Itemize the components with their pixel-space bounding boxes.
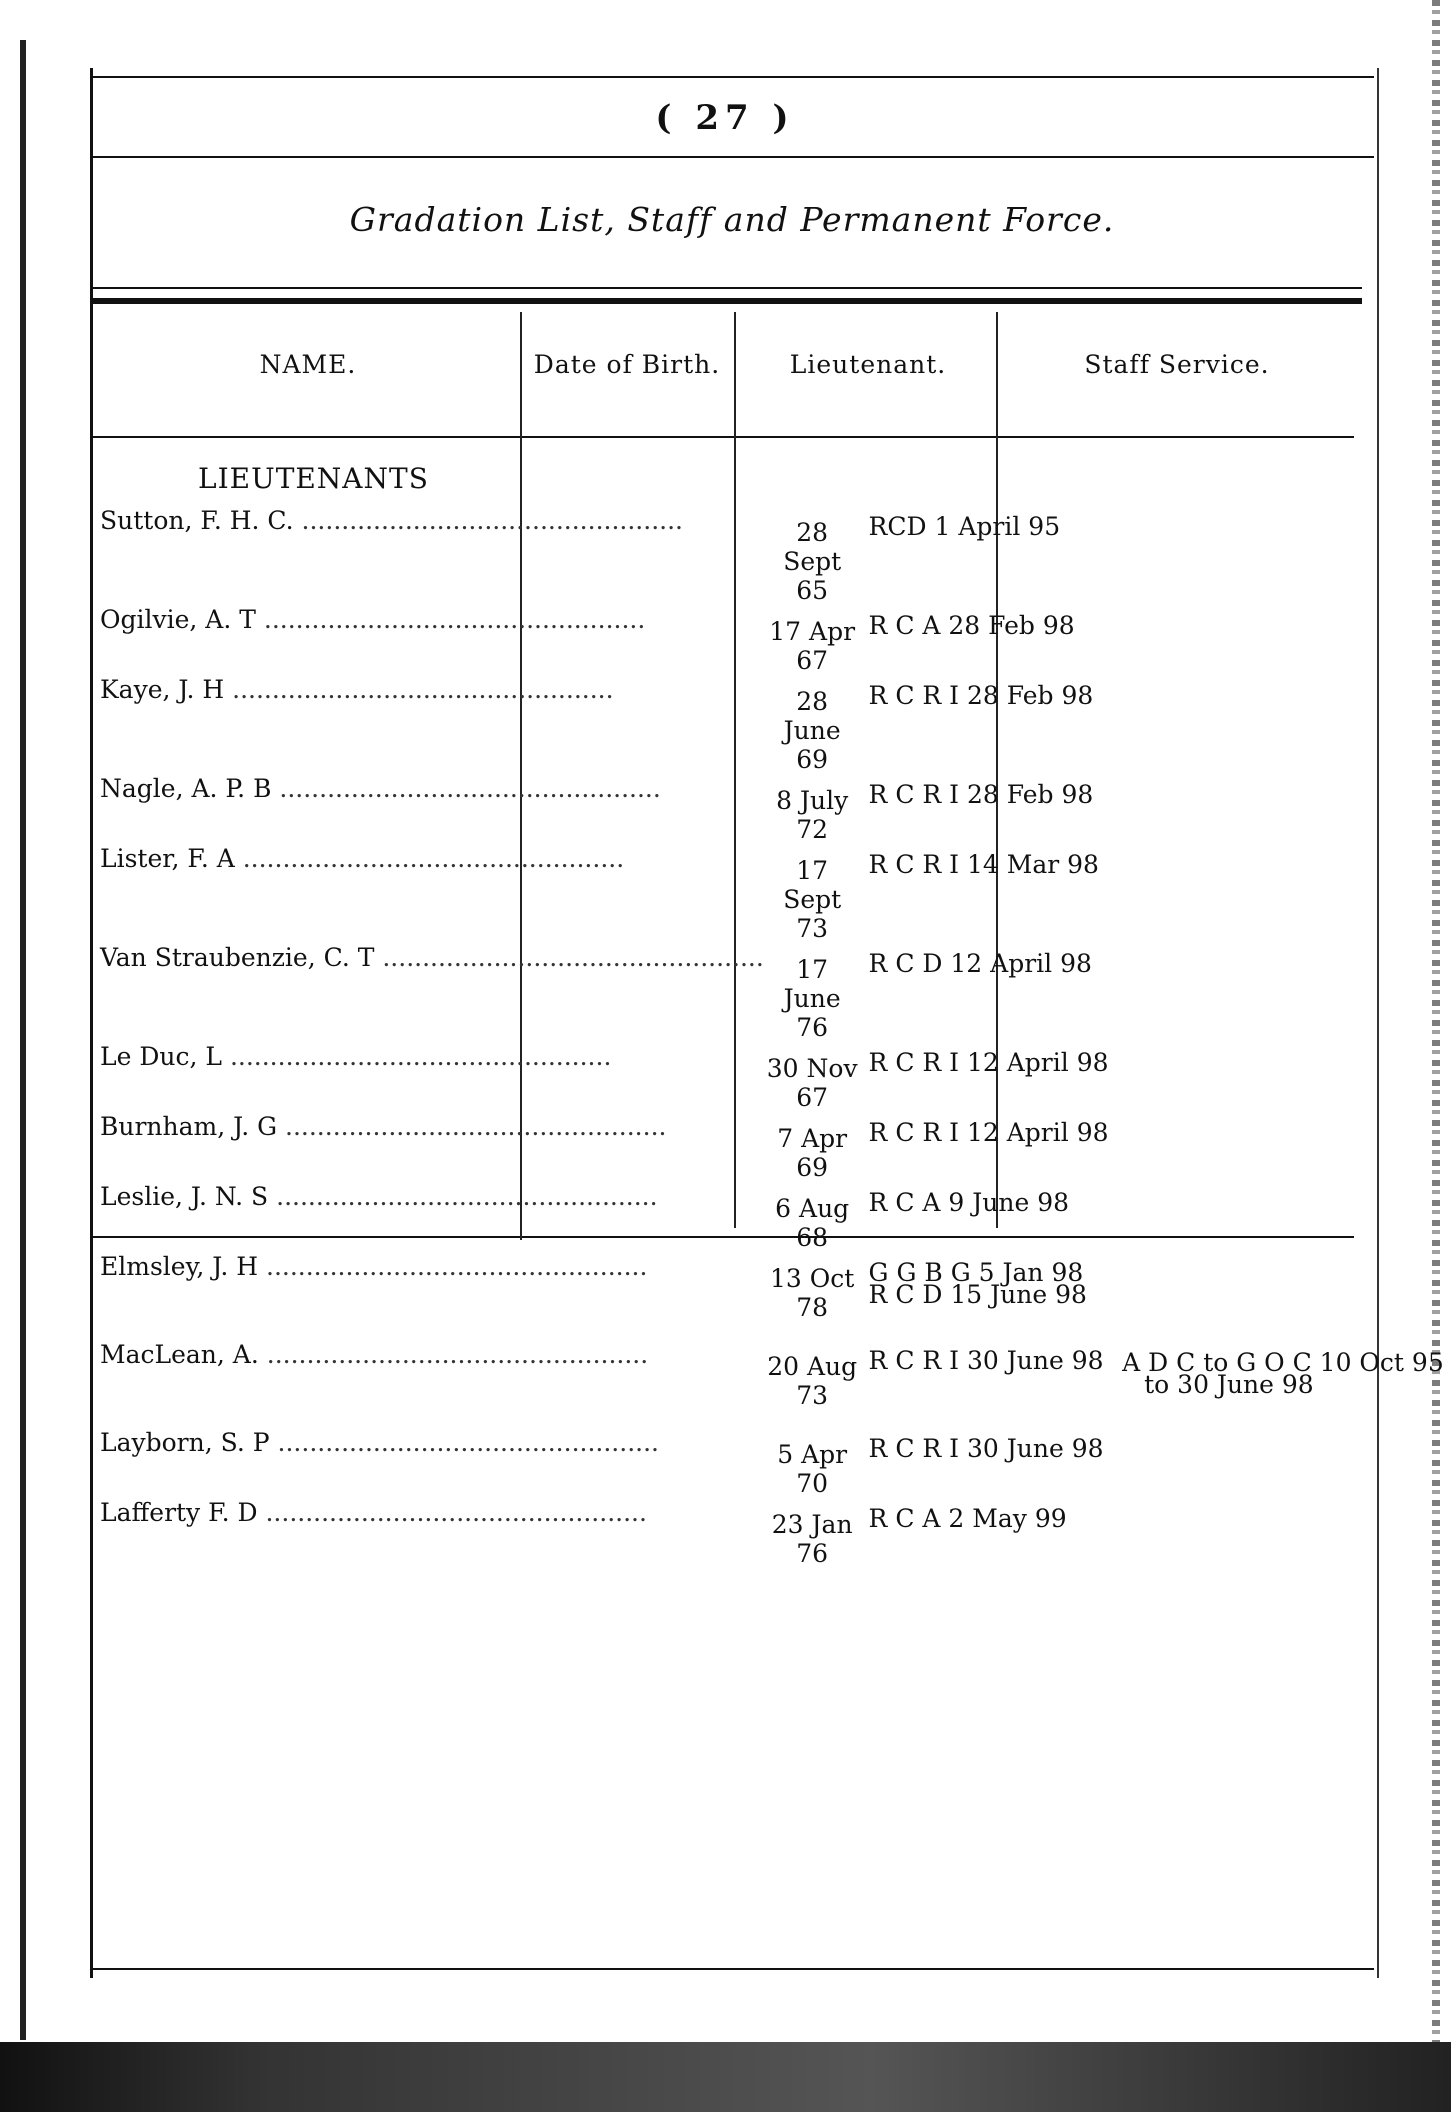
officer-name-cell bbox=[98, 844, 764, 943]
officer-name: Van Straubenzie, C. T bbox=[100, 943, 375, 972]
officer-name: Leslie, J. N. S bbox=[100, 1182, 269, 1211]
officer-name-cell bbox=[98, 943, 764, 1042]
lieutenant-line: R C R I 12 April 98 bbox=[868, 1048, 1109, 1077]
dot-leader: ................................................ bbox=[224, 675, 614, 704]
table-row bbox=[98, 844, 1451, 943]
officer-name: Nagle, A. P. B bbox=[100, 774, 272, 803]
staff-service-cell bbox=[1114, 844, 1451, 943]
date-of-birth: 30 Nov 67 bbox=[766, 1054, 858, 1112]
officer-name: Ogilvie, A. T bbox=[100, 605, 256, 634]
officer-name-cell bbox=[98, 1498, 764, 1568]
dot-leader: ................................................ bbox=[293, 506, 683, 535]
lieutenant-line: R C D 15 June 98 bbox=[868, 1280, 1087, 1309]
table-row bbox=[98, 1182, 1451, 1252]
officer-name: Burnham, J. G bbox=[100, 1112, 278, 1141]
page-number: ( 27 ) bbox=[655, 98, 795, 138]
officer-name: Le Duc, L bbox=[100, 1042, 222, 1071]
dot-leader: ................................................ bbox=[268, 1182, 658, 1211]
date-of-birth: 17 Sept 73 bbox=[783, 856, 842, 943]
table-row bbox=[98, 1042, 1451, 1112]
staff-service-cell bbox=[1114, 1252, 1451, 1340]
lieutenant-line: R C R I 30 June 98 bbox=[868, 1434, 1104, 1463]
lieutenant-line: R C R I 28 Feb 98 bbox=[868, 780, 1094, 809]
table-row bbox=[98, 943, 1451, 1042]
column-header-lieutenant: Lieutenant. bbox=[789, 350, 947, 379]
table-row bbox=[98, 1340, 1451, 1428]
column-header-dob: Date of Birth. bbox=[533, 350, 721, 379]
date-of-birth: 8 July 72 bbox=[776, 786, 849, 844]
date-of-birth: 28 June 69 bbox=[783, 687, 841, 774]
table-row bbox=[98, 675, 1451, 774]
dot-leader: ................................................ bbox=[374, 943, 764, 972]
lieutenant-cell bbox=[861, 774, 1115, 844]
officer-name: Kaye, J. H bbox=[100, 675, 225, 704]
lieutenant-cell bbox=[861, 1042, 1115, 1112]
page-title: Gradation List, Staff and Permanent Force. bbox=[349, 200, 1115, 239]
lieutenant-cell bbox=[861, 605, 1115, 675]
dot-leader: ................................................ bbox=[258, 1252, 648, 1281]
lieutenant-cell bbox=[861, 943, 1115, 1042]
date-of-birth: 5 Apr 70 bbox=[777, 1440, 848, 1498]
date-of-birth: 13 Oct 78 bbox=[770, 1264, 855, 1322]
officer-name-cell bbox=[98, 506, 764, 605]
frame-bottom-rule bbox=[92, 1968, 1374, 1970]
officer-name-cell bbox=[98, 1340, 764, 1428]
dot-leader: ................................................ bbox=[271, 774, 661, 803]
lieutenant-cell bbox=[861, 1182, 1115, 1252]
officer-name: Lafferty F. D bbox=[100, 1498, 258, 1527]
dot-leader: ................................................ bbox=[258, 1340, 649, 1369]
table-row bbox=[98, 605, 1451, 675]
page-spine-shadow bbox=[20, 40, 26, 2040]
section-heading: LIEUTENANTS bbox=[198, 462, 429, 495]
lieutenant-cell bbox=[861, 1428, 1115, 1498]
officer-name: MacLean, A. bbox=[100, 1340, 259, 1369]
gradation-table bbox=[98, 506, 1451, 1568]
staff-service-cell bbox=[1114, 675, 1451, 774]
officer-name-cell bbox=[98, 1042, 764, 1112]
staff-service-cell bbox=[1114, 1498, 1451, 1568]
officer-name-cell bbox=[98, 1252, 764, 1340]
dot-leader: ................................................ bbox=[255, 605, 646, 634]
staff-service-cell bbox=[1114, 506, 1451, 605]
staff-service-cell bbox=[1114, 1182, 1451, 1252]
staff-service-cell bbox=[1114, 1112, 1451, 1182]
staff-service-cell bbox=[1114, 774, 1451, 844]
staff-service-cell bbox=[1114, 1042, 1451, 1112]
officer-name: Sutton, F. H. C. bbox=[100, 506, 294, 535]
lieutenant-line: R C D 12 April 98 bbox=[868, 949, 1092, 978]
dot-leader: ................................................ bbox=[257, 1498, 647, 1527]
column-header-staff-service: Staff Service. bbox=[1084, 350, 1270, 379]
lieutenant-line: RCD 1 April 95 bbox=[868, 512, 1061, 541]
column-head-rule bbox=[92, 436, 1354, 438]
table-row bbox=[98, 1498, 1451, 1568]
lieutenant-cell bbox=[861, 1498, 1115, 1568]
lieutenant-line: R C A 28 Feb 98 bbox=[868, 611, 1075, 640]
officer-name-cell bbox=[98, 1182, 764, 1252]
table-row bbox=[98, 1428, 1451, 1498]
table-row bbox=[98, 1252, 1451, 1340]
lieutenant-cell bbox=[861, 844, 1115, 943]
staff-service-cell bbox=[1114, 1428, 1451, 1498]
scan-bottom-shadow bbox=[0, 2042, 1451, 2112]
header-thick-rule bbox=[92, 298, 1362, 304]
dot-leader: ................................................ bbox=[234, 844, 625, 873]
officer-name-cell bbox=[98, 675, 764, 774]
officer-name: Layborn, S. P bbox=[100, 1428, 270, 1457]
lieutenant-line: R C R I 14 Mar 98 bbox=[868, 850, 1099, 879]
frame-top-rule bbox=[92, 76, 1374, 78]
officer-name-cell bbox=[98, 605, 764, 675]
date-of-birth: 6 Aug 68 bbox=[775, 1194, 850, 1252]
lieutenant-line: R C A 2 May 99 bbox=[868, 1504, 1067, 1533]
officer-name: Elmsley, J. H bbox=[100, 1252, 259, 1281]
lieutenant-line: G G B G 5 Jan 98 bbox=[868, 1258, 1084, 1287]
lieutenant-cell bbox=[861, 675, 1115, 774]
lieutenant-line: R C R I 30 June 98 bbox=[868, 1346, 1104, 1375]
lieutenant-cell bbox=[861, 1112, 1115, 1182]
lieutenant-line: R C A 9 June 98 bbox=[868, 1188, 1070, 1217]
table-row bbox=[98, 506, 1451, 605]
lieutenant-cell bbox=[861, 1340, 1115, 1428]
staff-service-cell bbox=[1114, 1340, 1451, 1428]
officer-name-cell bbox=[98, 774, 764, 844]
dot-leader: ................................................ bbox=[277, 1112, 667, 1141]
page-number-rule bbox=[92, 156, 1374, 158]
officer-name-cell bbox=[98, 1112, 764, 1182]
lieutenant-cell bbox=[861, 1252, 1115, 1340]
lieutenant-cell bbox=[861, 506, 1115, 605]
date-of-birth: 28 Sept 65 bbox=[783, 518, 842, 605]
table-row bbox=[98, 774, 1451, 844]
date-of-birth: 17 Apr 67 bbox=[769, 617, 856, 675]
staff-service-line: A D C to G O C 10 Oct 95 bbox=[1122, 1348, 1444, 1377]
date-of-birth: 23 Jan 76 bbox=[771, 1510, 853, 1568]
date-of-birth: 7 Apr 69 bbox=[777, 1124, 848, 1182]
officer-name: Lister, F. A bbox=[100, 844, 235, 873]
column-header-name: NAME. bbox=[259, 350, 357, 379]
lieutenant-line: R C R I 28 Feb 98 bbox=[868, 681, 1094, 710]
date-of-birth: 20 Aug 73 bbox=[767, 1352, 858, 1410]
date-of-birth: 17 June 76 bbox=[783, 955, 841, 1042]
dot-leader: ................................................ bbox=[222, 1042, 612, 1071]
dot-leader: ................................................ bbox=[269, 1428, 659, 1457]
staff-service-line: to 30 June 98 bbox=[1144, 1370, 1314, 1399]
staff-service-cell bbox=[1114, 605, 1451, 675]
staff-service-cell bbox=[1114, 943, 1451, 1042]
officer-name-cell bbox=[98, 1428, 764, 1498]
lieutenant-line: R C R I 12 April 98 bbox=[868, 1118, 1109, 1147]
table-row bbox=[98, 1112, 1451, 1182]
header-thin-rule bbox=[92, 287, 1362, 289]
